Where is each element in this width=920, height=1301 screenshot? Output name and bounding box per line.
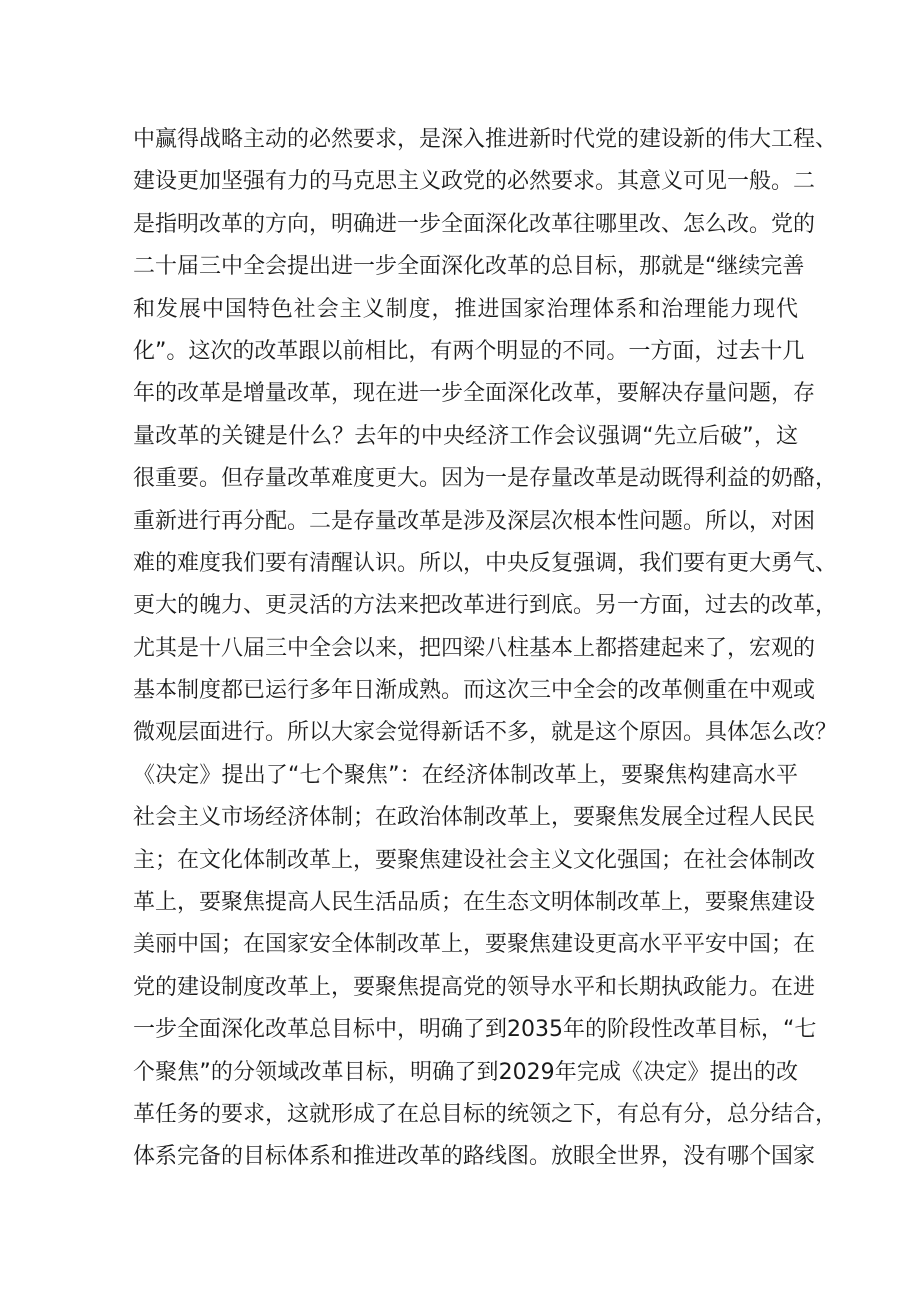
text-line: 量改革的关键是什么？去年的中央经济工作会议强调“先立后破”，这 [133,423,798,449]
text-line: 主；在文化体制改革上，要聚焦建设社会主义文化强国；在社会体制改 [133,847,816,873]
text-line: 重新进行再分配。二是存量改革是涉及深层次根本性问题。所以，对困 [133,508,816,534]
text-line: 很重要。但存量改革难度更大。因为一是存量改革是动既得利益的奶酪， [133,466,838,492]
body-text [133,119,838,1179]
text-line: 体系完备的目标体系和推进改革的路线图。放眼全世界，没有哪个国家 [133,1144,816,1170]
text-line: 微观层面进行。所以大家会觉得新话不多，就是这个原因。具体怎么改？ [133,720,838,746]
text-line: 年的改革是增量改革，现在进一步全面深化改革，要解决存量问题，存 [133,381,816,407]
text-line: 中赢得战略主动的必然要求，是深入推进新时代党的建设新的伟大工程、 [133,127,838,152]
text-line: 革任务的要求，这就形成了在总目标的统领之下，有总有分，总分结合， [133,1101,838,1127]
text-line: 一步全面深化改革总目标中，明确了到2035年的阶段性改革目标，“七 [133,1017,817,1043]
text-line: 党的建设制度改革上，要聚焦提高党的领导水平和长期执政能力。在进 [133,974,816,1000]
text-line: 二十届三中全会提出进一步全面深化改革的总目标，那就是“继续完善 [133,254,805,280]
text-line: 化”。这次的改革跟以前相比，有两个明显的不同。一方面，过去十几 [133,338,805,364]
text-line: 更大的魄力、更灵活的方法来把改革进行到底。另一方面，过去的改革， [133,593,838,619]
text-line: 是指明改革的方向，明确进一步全面深化改革往哪里改、怎么改。党的 [133,211,816,237]
text-line: 建设更加坚强有力的马克思主义政党的必然要求。其意义可见一般。二 [133,169,816,195]
text-line: 尤其是十八届三中全会以来，把四梁八柱基本上都搭建起来了，宏观的 [133,635,816,661]
text-line: 和发展中国特色社会主义制度，推进国家治理体系和治理能力现代 [133,296,798,322]
text-line: 美丽中国；在国家安全体制改革上，要聚焦建设更高水平平安中国；在 [133,932,816,958]
text-line: 社会主义市场经济体制；在政治体制改革上，要聚焦发展全过程人民民 [133,805,816,831]
text-line: 个聚焦”的分领域改革目标，明确了到2029年完成《决定》提出的改 [133,1059,798,1085]
text-line: 革上，要聚焦提高人民生活品质；在生态文明体制改革上，要聚焦建设 [133,890,816,916]
text-line: 难的难度我们要有清醒认识。所以，中央反复强调，我们要有更大勇气、 [133,550,838,576]
text-line: 基本制度都已运行多年日渐成熟。而这次三中全会的改革侧重在中观或 [133,678,816,704]
text-line: 《决定》提出了“七个聚焦”：在经济体制改革上，要聚焦构建高水平 [133,762,798,788]
